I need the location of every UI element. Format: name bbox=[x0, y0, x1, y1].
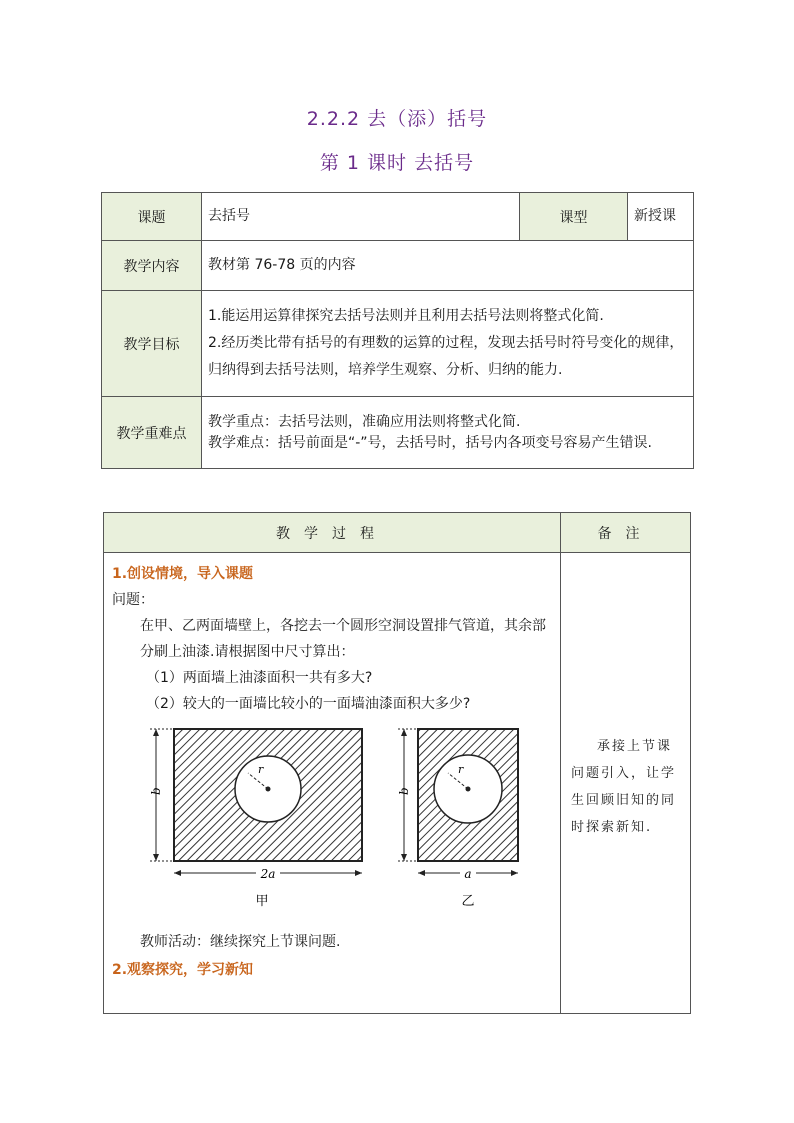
key-2: 教学难点：括号前面是“-”号，去括号时，括号内各项变号容易产生错误. bbox=[208, 434, 653, 451]
step-2-heading: 2.观察探究，学习新知 bbox=[112, 962, 254, 978]
jia-height-label: b bbox=[149, 787, 163, 795]
goal-2: 2.经历类比带有括号的有理数的运算的过程，发现去括号时符号变化的规律，归纳得到去括号法则，培养学生观察、分析、归纳的能力. bbox=[208, 335, 684, 378]
wall-yi bbox=[397, 729, 518, 909]
goal-label: 教学目标 bbox=[102, 291, 202, 397]
question-label: 问题： bbox=[112, 592, 154, 608]
type-value: 新授课 bbox=[628, 193, 694, 241]
process-header: 教学过程 bbox=[104, 513, 561, 553]
question-1: （1）两面墙上油漆面积一共有多大? bbox=[146, 670, 373, 686]
page-title: 2.2.2 去（添）括号 bbox=[306, 108, 488, 130]
key-1: 教学重点：去括号法则，准确应用法则将整式化简. bbox=[208, 413, 521, 430]
yi-height-label: b bbox=[397, 787, 411, 795]
note-cell: 承接上节课问题引入，让学生回顾旧知的同时探索新知. bbox=[561, 553, 691, 1014]
yi-caption: 乙 bbox=[461, 894, 475, 909]
topic-label: 课题 bbox=[102, 193, 202, 241]
yi-radius-label: r bbox=[458, 763, 464, 776]
lesson-info-table bbox=[101, 192, 694, 469]
page-subtitle: 第 1 课时 去括号 bbox=[319, 152, 475, 174]
type-label: 课型 bbox=[520, 193, 628, 241]
content-value: 教材第 76-78 页的内容 bbox=[202, 241, 694, 291]
key-label: 教学重难点 bbox=[102, 397, 202, 469]
jia-radius-label: r bbox=[258, 763, 264, 776]
key-cell bbox=[202, 397, 694, 469]
question-2: （2）较大的一面墙比较小的一面墙油漆面积大多少? bbox=[146, 696, 471, 712]
teacher-activity: 教师活动：继续探究上节课问题. bbox=[140, 934, 341, 950]
process-cell bbox=[104, 553, 561, 1014]
wall-jia bbox=[149, 729, 362, 909]
goal-cell bbox=[202, 291, 694, 397]
step-1-heading: 1.创设情境，导入课题 bbox=[112, 566, 254, 582]
teaching-process-table bbox=[103, 512, 691, 1014]
topic-value: 去括号 bbox=[202, 193, 520, 241]
content-label: 教学内容 bbox=[102, 241, 202, 291]
jia-width-label: 2a bbox=[260, 867, 276, 881]
goal-1: 1.能运用运算律探究去括号法则并且利用去括号法则将整式化简. bbox=[208, 308, 604, 324]
question-text: 在甲、乙两面墙壁上，各挖去一个圆形空洞设置排气管道，其余部分刷上油漆.请根据图中尺寸算出： bbox=[140, 618, 546, 660]
note-header: 备注 bbox=[561, 513, 691, 553]
wall-figure bbox=[112, 723, 552, 923]
jia-caption: 甲 bbox=[255, 894, 269, 909]
yi-width-label: a bbox=[464, 867, 472, 881]
